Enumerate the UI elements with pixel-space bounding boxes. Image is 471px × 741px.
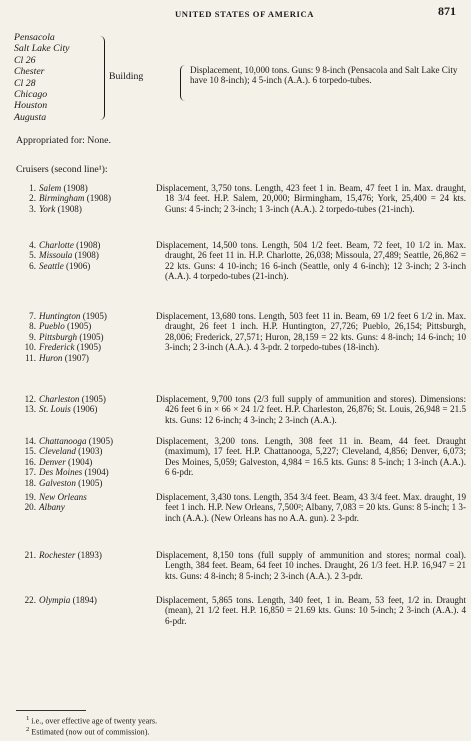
ship-description bbox=[156, 436, 466, 478]
ship-entry bbox=[18, 478, 158, 488]
ship-year: (1893) bbox=[77, 550, 102, 560]
footnote-text: i.e., over effective age of twenty years. bbox=[31, 716, 158, 726]
ship-name: St. Louis bbox=[39, 404, 71, 415]
ship-number: 7. bbox=[29, 311, 36, 321]
description-text: Displacement, 3,430 tons. Length, 354 3/4 feet. Beam, 43 3/4 feet. Max. draught, 19 feet 1 inch. H.P. New Orleans, 7,500²; Albany, 7,083 = 20 kts. Guns: 8 5-inch; 1 3-inch (A.A.). (New Orleans has no A.A. gun). 2 3-pdr. bbox=[156, 492, 466, 523]
ship-list bbox=[18, 550, 158, 560]
ship-year: (1903) bbox=[78, 446, 103, 457]
ship-number: 16. bbox=[24, 456, 36, 467]
ship-entry bbox=[18, 311, 158, 321]
ship-name: York bbox=[39, 203, 56, 214]
ship-entry bbox=[18, 394, 158, 404]
ship-year: (1908) bbox=[74, 250, 99, 261]
description-text: Displacement, 8,150 tons (full supply of ammunition and stores; normal coal). Length, 384 feet. Beam, 64 feet 10 inches. Draught, 26 1/3 feet. H.P. 16,947 = 21 kts. Guns: 4 8-inch; 8 5-inch; 2 3-inch (A.A.). 2 3-pdr. bbox=[156, 550, 466, 581]
ship-year: (1894) bbox=[72, 595, 97, 605]
ship-number: 18. bbox=[24, 477, 36, 488]
ship-number: 14. bbox=[24, 436, 36, 446]
ship-year: (1905) bbox=[88, 436, 114, 446]
ship-entry bbox=[18, 492, 158, 502]
ship-name: Albany bbox=[39, 502, 65, 513]
ship-name: Pueblo bbox=[39, 321, 65, 332]
footnote-rule bbox=[16, 710, 86, 711]
ship-entry bbox=[18, 467, 158, 477]
ship-entry bbox=[18, 457, 158, 467]
ship-year: (1908) bbox=[86, 193, 111, 204]
ship-name: Chattanooga bbox=[39, 436, 87, 446]
ship-name: New Orleans bbox=[39, 492, 87, 502]
ship-year: (1908) bbox=[57, 203, 82, 214]
ship-name: Salem bbox=[39, 183, 62, 193]
ship-year: (1907) bbox=[64, 352, 89, 363]
ship-number: 10. bbox=[24, 342, 36, 353]
ship-name: Rochester bbox=[39, 550, 76, 560]
left-brace bbox=[180, 65, 185, 101]
ship-description bbox=[156, 595, 466, 626]
ship-description bbox=[156, 240, 466, 282]
right-brace bbox=[100, 36, 105, 120]
ship-name: Missoula bbox=[39, 250, 73, 261]
ship-number: 9. bbox=[29, 331, 36, 342]
description-text: Displacement, 5,865 tons. Length, 340 feet, 1 in. Beam, 53 feet, 1/2 in. Draught (mean), 21 1/2 feet. H.P. 16,850 = 21.69 kts. Guns: 10 5-inch; 2 3-inch (A.A.). 4 6-pdr. bbox=[156, 595, 466, 626]
ship-number: 4. bbox=[29, 240, 36, 250]
ship-description bbox=[156, 492, 466, 523]
ship-year: (1908) bbox=[76, 240, 101, 250]
ship-number: 13. bbox=[24, 404, 36, 415]
ship-list bbox=[18, 492, 158, 513]
page-header bbox=[0, 6, 471, 22]
ship-number: 8. bbox=[29, 321, 36, 332]
ship-number: 1. bbox=[29, 183, 36, 193]
ship-list bbox=[18, 436, 158, 488]
ship-entry bbox=[18, 193, 158, 203]
ship-name: Huron bbox=[39, 352, 63, 363]
ship-name: Huntington bbox=[39, 311, 81, 321]
ship-year: (1905) bbox=[79, 331, 104, 342]
ship-number: 11. bbox=[24, 352, 36, 363]
ship-entry bbox=[18, 342, 158, 352]
ship-year: (1905) bbox=[78, 477, 103, 488]
description-text: Displacement, 14,500 tons. Length, 504 1/2 feet. Beam, 72 feet, 10 1/2 in. Max. draught, 26 feet 11 in. H.P. Charlotte, 26,038; Missoula, 27,489; Seattle, 26,862 = 22 kts. Guns: 4 10-inch; 16 6-inch (Seattle, only 4 6-inch); 12 3-inch; 2 3-inch (A.A.). 4 torpedo-tubes (21-inch). bbox=[156, 240, 466, 282]
ship-year: (1905) bbox=[67, 321, 92, 332]
footnote-mark: 1 bbox=[26, 715, 30, 722]
building-ship-name: Cl 26 bbox=[14, 54, 36, 66]
cruisers-heading: Cruisers (second line¹): bbox=[16, 164, 108, 175]
ship-list bbox=[18, 183, 158, 214]
ship-name: Denver bbox=[39, 456, 66, 467]
ship-number: 12. bbox=[24, 394, 36, 404]
ship-entry bbox=[18, 550, 158, 560]
building-ship-name: Chicago bbox=[14, 89, 48, 101]
ship-entry bbox=[18, 595, 158, 605]
ship-name: Pittsburgh bbox=[39, 331, 78, 342]
ship-number: 19. bbox=[24, 492, 36, 502]
building-ship-name: Chester bbox=[14, 66, 45, 78]
ship-number: 22. bbox=[24, 595, 36, 605]
ship-entry bbox=[18, 261, 158, 271]
ship-year: (1905) bbox=[76, 342, 102, 353]
footnote-2 bbox=[26, 725, 149, 737]
ship-list bbox=[18, 311, 158, 363]
ship-year: (1905) bbox=[82, 311, 107, 321]
page-number: 871 bbox=[438, 4, 456, 18]
ship-entry bbox=[18, 240, 158, 250]
ship-name: Olympia bbox=[39, 595, 71, 605]
ship-name: Charlotte bbox=[39, 240, 74, 250]
building-description: Displacement, 10,000 tons. Guns: 9 8-inch (Pensacola and Salt Lake City have 10 8-inch); 4 5-inch (A.A.). 6 torpedo-tubes. bbox=[190, 65, 458, 86]
ship-entry bbox=[18, 321, 158, 331]
building-ship-names bbox=[14, 32, 70, 123]
ship-name: Birmingham bbox=[39, 193, 85, 204]
ship-list bbox=[18, 240, 158, 271]
building-label: Building bbox=[109, 71, 144, 82]
ship-entry bbox=[18, 332, 158, 342]
ship-number: 6. bbox=[29, 260, 36, 271]
ship-number: 2. bbox=[29, 193, 36, 204]
appropriated-line: Appropriated for: None. bbox=[16, 135, 111, 146]
ship-year: (1905) bbox=[81, 394, 106, 404]
building-ship-name: Houston bbox=[14, 100, 48, 112]
ship-description bbox=[156, 550, 466, 581]
ship-year: (1906) bbox=[73, 404, 98, 415]
ship-name: Frederick bbox=[39, 342, 75, 353]
ship-number: 17. bbox=[24, 467, 36, 478]
ship-list bbox=[18, 595, 158, 605]
building-ship-name: Pensacola bbox=[14, 32, 55, 43]
ship-number: 21. bbox=[24, 550, 36, 560]
ship-year: (1904) bbox=[84, 467, 109, 478]
building-ship-name: Salt Lake City bbox=[14, 43, 70, 55]
ship-number: 20. bbox=[24, 502, 36, 513]
ship-entry bbox=[18, 250, 158, 260]
ship-name: Charleston bbox=[39, 394, 80, 404]
building-ship-name: Augusta bbox=[14, 111, 47, 123]
ship-name: Galveston bbox=[39, 477, 76, 488]
ship-entry bbox=[18, 183, 158, 193]
ship-name: Des Moines bbox=[39, 467, 83, 478]
ship-description bbox=[156, 394, 466, 425]
ship-entry bbox=[18, 404, 158, 414]
ship-year: (1904) bbox=[68, 456, 93, 467]
running-title: UNITED STATES OF AMERICA bbox=[175, 9, 315, 19]
ship-name: Seattle bbox=[39, 260, 64, 271]
ship-number: 15. bbox=[24, 446, 36, 457]
ship-description bbox=[156, 311, 466, 353]
ship-name: Cleveland bbox=[39, 446, 76, 457]
description-text: Displacement, 13,680 tons. Length, 503 feet 11 in. Beam, 69 1/2 feet 6 1/2 in. Max. draught, 26 feet 1 inch. H.P. Huntington, 27,726; Pueblo, 26,154; Pittsburgh, 28,006; Frederick, 27,571; Huron, 28,159 = 22 kts. Guns: 4 8-inch; 14 6-inch; 10 3-inch; 2 3-inch (A.A.). 4 3-pdr. 2 torpedo-tubes (18-inch). bbox=[156, 311, 466, 353]
ship-entry bbox=[18, 436, 158, 446]
description-text: Displacement, 3,750 tons. Length, 423 feet 1 in. Beam, 47 feet 1 in. Max. draught, 18 3/4 feet. H.P. Salem, 20,000; Birmingham, 15,476; York, 25,400 = 24 kts. Guns: 4 5-inch; 2 3-inch; 1 3-inch (A.A.). 2 torpedo-tubes (21-inch). bbox=[156, 183, 466, 214]
ship-entry bbox=[18, 353, 158, 363]
ship-number: 5. bbox=[29, 250, 36, 261]
ship-year: (1908) bbox=[63, 183, 88, 193]
description-text: Displacement, 3,200 tons. Length, 308 feet 11 in. Beam, 44 feet. Draught (maximum), 17 feet. H.P. Chattanooga, 5,227; Cleveland, 4,856; Denver, 6,073; Des Moines, 5,059; Galveston, 4,984 = 16.5 kts. Guns: 8 5-inch; 1 3-inch (A.A.). 6 6-pdr. bbox=[156, 436, 466, 478]
ship-number: 3. bbox=[29, 203, 36, 214]
description-text: Displacement, 9,700 tons (2/3 full supply of ammunition and stores). Dimensions: 426 feet 6 in × 66 × 24 1/2 feet. H.P. Charleston, 26,876; St. Louis, 26,948 = 21.5 kts. Guns: 12 6-inch; 4 3-inch; 2 3-inch (A.A.). bbox=[156, 394, 466, 425]
ship-year: (1906) bbox=[66, 260, 91, 271]
ship-list bbox=[18, 394, 158, 415]
ship-entry bbox=[18, 502, 158, 512]
building-ship-name: Cl 28 bbox=[14, 77, 36, 89]
ship-entry bbox=[18, 446, 158, 456]
footnote-mark: 2 bbox=[26, 726, 30, 733]
ship-entry bbox=[18, 204, 158, 214]
footnote-text: Estimated (now out of commission). bbox=[31, 727, 150, 737]
ship-description bbox=[156, 183, 466, 214]
